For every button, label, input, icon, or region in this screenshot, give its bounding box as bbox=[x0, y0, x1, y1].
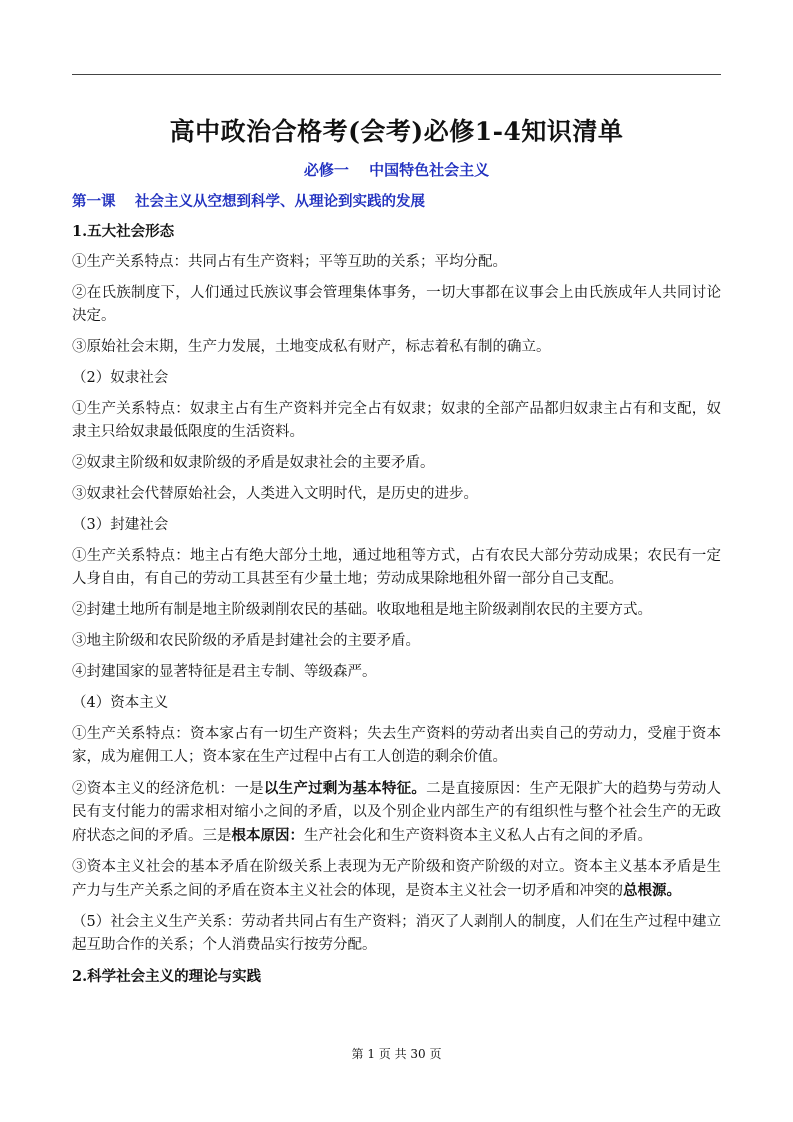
crisis-bold-feature: 以生产过剩为基本特征。 bbox=[263, 780, 427, 797]
section-heading-1: 1.五大社会形态 bbox=[72, 223, 175, 240]
feudal-paragraph-2: ②封建土地所有制是地主阶级剥削农民的基础。收取地租是地主阶级剥削农民的主要方式。 bbox=[72, 602, 652, 618]
socialism-paragraph: （5）社会主义生产关系：劳动者共同占有生产资料；消灭了人剥削人的制度，人们在生产过程中建立起互助合作的关系；个人消费品实行按劳分配。 bbox=[72, 914, 721, 953]
feudal-paragraph-1: ①生产关系特点：地主占有绝大部分土地，通过地租等方式，占有农民大部分劳动成果；农民有一定人身自由，有自己的劳动工具甚至有少量土地；劳动成果除地租外留一部分自己支配。 bbox=[72, 548, 721, 587]
capitalism-paragraph-3 bbox=[72, 856, 721, 903]
crisis-bold-root-cause: 根本原因： bbox=[231, 827, 304, 844]
slave-paragraph-3: ③奴隶社会代替原始社会，人类进入文明时代，是历史的进步。 bbox=[72, 486, 478, 502]
crisis-text-a: ②资本主义的经济危机：一是 bbox=[72, 781, 264, 797]
slave-paragraph-2: ②奴隶主阶级和奴隶阶级的矛盾是奴隶社会的主要矛盾。 bbox=[72, 455, 435, 471]
slave-heading: （2）奴隶社会 bbox=[72, 370, 169, 386]
module-subtitle: 必修一 中国特色社会主义 bbox=[303, 161, 490, 179]
crisis-text-c: 二是直接原因：生产无限扩大的趋势与劳动人民有支付能力的需求相对缩小之间的矛盾，以及个别企业内部生产的有组织性与整个社会生产的无政府状态之间的矛盾。三是 bbox=[72, 781, 722, 844]
document-body bbox=[72, 190, 721, 996]
feudal-paragraph-3: ③地主阶级和农民阶级的矛盾是封建社会的主要矛盾。 bbox=[72, 633, 420, 649]
capitalism-paragraph-2 bbox=[72, 777, 721, 848]
feudal-heading: （3）封建社会 bbox=[72, 517, 169, 533]
capitalism-paragraph-1: ①生产关系特点：资本家占有一切生产资料；失去生产资料的劳动者出卖自己的劳动力，受雇于资本家，成为雇佣工人；资本家在生产过程中占有工人创造的剩余价值。 bbox=[72, 726, 721, 765]
capitalism-heading: （4）资本主义 bbox=[72, 695, 169, 711]
page-footer: 第 1 页 共 30 页 bbox=[351, 1047, 442, 1061]
contradiction-bold-root: 总根源。 bbox=[623, 882, 681, 899]
feudal-paragraph-4: ④封建国家的显著特征是君主专制、等级森严。 bbox=[72, 664, 377, 680]
primitive-paragraph-2: ②在氏族制度下，人们通过氏族议事会管理集体事务，一切大事都在议事会上由氏族成年人共同讨论决定。 bbox=[72, 285, 721, 324]
page-title: 高中政治合格考(会考)必修1-4知识清单 bbox=[169, 117, 624, 146]
header-rule bbox=[72, 74, 721, 75]
slave-paragraph-1: ①生产关系特点：奴隶主占有生产资料并完全占有奴隶；奴隶的全部产品都归奴隶主占有和支配，奴隶主只给奴隶最低限度的生活资料。 bbox=[72, 401, 721, 440]
primitive-paragraph-3: ③原始社会末期，生产力发展，土地变成私有财产，标志着私有制的确立。 bbox=[72, 339, 551, 355]
section-heading-2: 2.科学社会主义的理论与实践 bbox=[72, 968, 262, 985]
primitive-paragraph-1: ①生产关系特点：共同占有生产资料；平等互助的关系；平均分配。 bbox=[72, 254, 507, 270]
contradiction-text: ③资本主义社会的基本矛盾在阶级关系上表现为无产阶级和资产阶级的对立。资本主义基本矛盾是生产力与生产关系之间的矛盾在资本主义社会的体现，是资本主义社会一切矛盾和冲突的 bbox=[72, 859, 721, 899]
crisis-text-e: 生产社会化和生产资料资本主义私人占有之间的矛盾。 bbox=[304, 828, 652, 844]
lesson-heading: 第一课 社会主义从空想到科学、从理论到实践的发展 bbox=[72, 193, 426, 210]
